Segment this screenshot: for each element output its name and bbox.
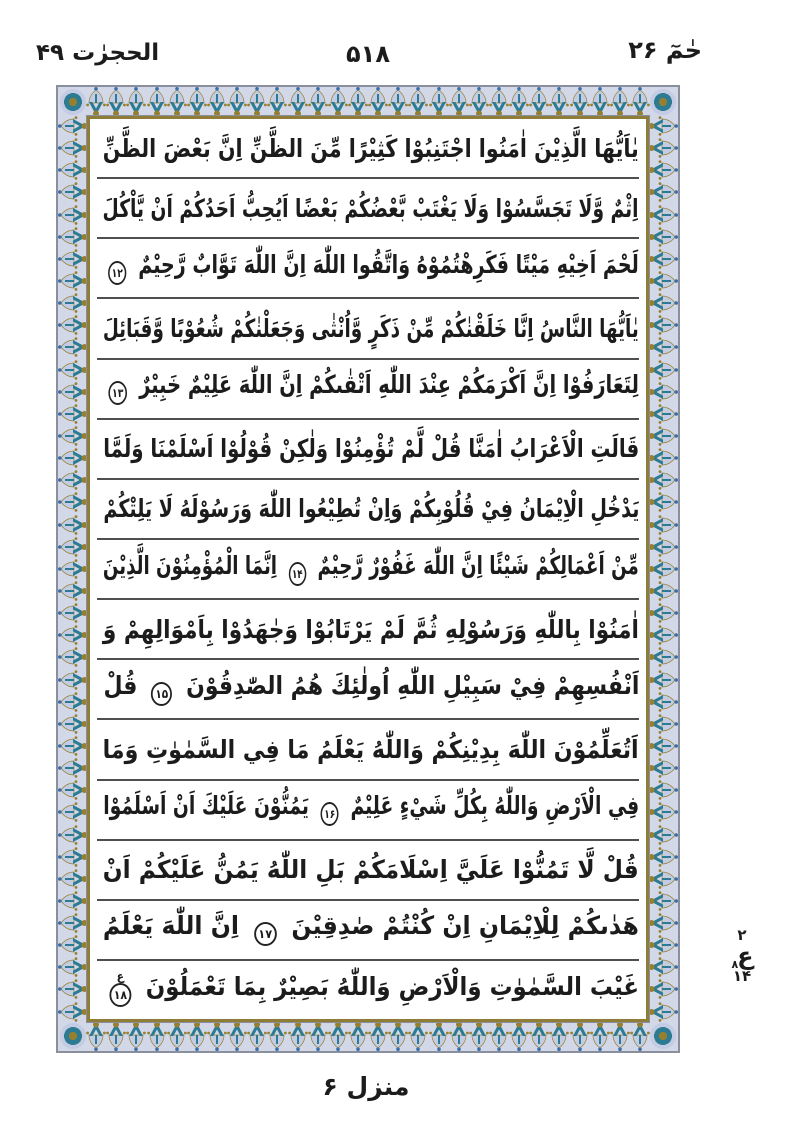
border-motif-cell	[58, 491, 88, 513]
border-motif-icon	[648, 537, 678, 557]
ayah-text: يٰاَيُّهَا الَّذِيْنَ اٰمَنُوا اجْتَنِبُوْا كَثِيْرًا مِّنَ الظَّنِّ اِنَّ بَعْضَ الظَّنِّ	[103, 133, 639, 163]
border-motif-cell	[648, 381, 678, 403]
border-motif-icon	[267, 87, 287, 117]
quran-lines	[90, 119, 646, 1019]
verse-end-badge	[108, 381, 127, 405]
border-motif-cell	[648, 336, 678, 358]
border-motif-cell	[58, 204, 88, 226]
border-motif-cell	[58, 115, 88, 137]
verse-number: ۱۳	[112, 386, 124, 401]
border-motif-icon	[648, 448, 678, 468]
border-motif-icon	[106, 1021, 126, 1051]
ruku-margin-marker	[720, 928, 764, 985]
border-motif-icon	[429, 1021, 449, 1051]
ain-ruku-icon: ع۸	[731, 941, 754, 971]
border-motif-icon	[648, 913, 678, 933]
verse-number: ۱۵	[154, 686, 168, 701]
manzil-label: منزل ۶	[322, 1072, 410, 1101]
border-motif-icon	[429, 87, 449, 117]
border-motif-icon	[648, 1002, 678, 1022]
border-motif-cell	[648, 292, 678, 314]
border-motif-icon	[58, 537, 88, 557]
border-motif-icon	[58, 293, 88, 313]
border-motif-icon	[328, 87, 348, 117]
border-motif-icon	[648, 935, 678, 955]
border-motif-icon	[58, 603, 88, 623]
border-motif-icon	[449, 87, 469, 117]
border-motif-icon	[469, 87, 489, 117]
ayah-text: غَيْبَ السَّمٰوٰتِ وَالْاَرْضِ وَاللّٰهُ بَصِيْرٌ بِمَا تَعْمَلُوْنَ ۱۸ ع	[103, 974, 639, 1007]
border-motif-icon	[368, 1021, 388, 1051]
border-motif-cell	[648, 248, 678, 270]
border-motif-cell	[58, 359, 88, 381]
corner-rosette-icon	[648, 87, 678, 117]
border-motif-cell	[648, 359, 678, 381]
quran-line	[97, 901, 639, 961]
border-motif-icon	[58, 382, 88, 402]
border-motif-cell	[648, 956, 678, 978]
border-motif-cell	[58, 425, 88, 447]
border-motif-cell	[648, 801, 678, 823]
border-motif-icon	[648, 559, 678, 579]
border-motif-icon	[549, 1021, 569, 1051]
border-motif-icon	[58, 957, 88, 977]
border-motif-icon	[187, 87, 207, 117]
border-motif-cell	[648, 447, 678, 469]
border-motif-icon	[58, 581, 88, 601]
border-motif-icon	[648, 492, 678, 512]
border-motif-cell	[648, 270, 678, 292]
juz-title: حٰمٓ ۲۶	[628, 36, 702, 64]
border-motif-icon	[648, 891, 678, 911]
border-motif-cell	[58, 846, 88, 868]
border-motif-icon	[509, 1021, 529, 1051]
border-motif-cell	[58, 934, 88, 956]
border-motif-icon	[86, 87, 106, 117]
corner-rosette-icon	[58, 87, 88, 117]
border-motif-icon	[147, 1021, 167, 1051]
border-motif-cell	[58, 558, 88, 580]
border-motif-icon	[648, 758, 678, 778]
border-motif-cell	[58, 801, 88, 823]
border-motif-icon	[288, 1021, 308, 1051]
border-motif-icon	[648, 205, 678, 225]
border-motif-cell	[58, 447, 88, 469]
border-motif-icon	[570, 1021, 590, 1051]
border-motif-cell	[648, 779, 678, 801]
ayah-text: مِّنْ اَعْمَالِكُمْ شَيْئًا اِنَّ اللّٰهَ غَفُوْرٌ رَّحِيْمٌ ۱۴ اِنَّمَا الْمُؤْمِنُوْنَ الَّذِيْنَ	[103, 553, 639, 586]
quran-line	[97, 540, 639, 600]
border-motif-cell	[58, 181, 88, 203]
border-band-left	[58, 115, 88, 1023]
verse-end-badge	[289, 562, 307, 586]
border-motif-icon	[408, 1021, 428, 1051]
border-motif-cell	[58, 270, 88, 292]
border-band-right	[648, 115, 678, 1023]
corner-rosette-icon	[648, 1021, 678, 1051]
border-motif-cell	[58, 713, 88, 735]
border-motif-icon	[58, 1002, 88, 1022]
border-motif-cell	[58, 336, 88, 358]
border-motif-cell	[648, 978, 678, 1000]
border-motif-icon	[648, 581, 678, 601]
border-motif-cell	[58, 735, 88, 757]
border-motif-icon	[58, 470, 88, 490]
border-motif-icon	[648, 736, 678, 756]
border-motif-icon	[570, 87, 590, 117]
border-motif-cell	[58, 248, 88, 270]
border-motif-icon	[58, 404, 88, 424]
border-motif-icon	[648, 337, 678, 357]
border-motif-icon	[368, 87, 388, 117]
ruku-in-juz: ۱۴	[732, 966, 752, 985]
page-number: ۵۱۸	[346, 40, 390, 68]
border-motif-cell	[58, 669, 88, 691]
border-motif-cell	[58, 602, 88, 624]
verse-number: ۱۷	[258, 927, 273, 942]
border-motif-cell	[648, 890, 678, 912]
border-motif-icon	[58, 271, 88, 291]
border-motif-icon	[58, 448, 88, 468]
border-motif-icon	[207, 1021, 227, 1051]
verse-end-badge	[109, 968, 131, 1007]
border-motif-icon	[58, 825, 88, 845]
border-motif-icon	[267, 1021, 287, 1051]
border-motif-icon	[388, 1021, 408, 1051]
border-motif-icon	[167, 1021, 187, 1051]
border-motif-cell	[648, 536, 678, 558]
border-motif-icon	[549, 87, 569, 117]
border-motif-icon	[58, 160, 88, 180]
ayah-text: اٰمَنُوْا بِاللّٰهِ وَرَسُوْلِهِ ثُمَّ لَمْ يَرْتَابُوْا وَجٰهَدُوْا بِاَمْوَالِهِمْ وَ	[103, 614, 639, 644]
border-band-bottom	[86, 1021, 650, 1051]
ruku-in-surah: ۲	[737, 926, 747, 944]
border-motif-cell	[648, 314, 678, 336]
border-motif-icon	[648, 315, 678, 335]
border-motif-cell	[648, 646, 678, 668]
border-motif-cell	[648, 580, 678, 602]
border-motif-icon	[126, 1021, 146, 1051]
border-motif-icon	[648, 647, 678, 667]
border-motif-icon	[288, 87, 308, 117]
border-motif-cell	[648, 846, 678, 868]
border-motif-icon	[58, 360, 88, 380]
border-motif-cell	[58, 536, 88, 558]
border-motif-cell	[648, 713, 678, 735]
border-motif-cell	[58, 381, 88, 403]
border-motif-cell	[648, 204, 678, 226]
ayah-text: اَنْفُسِهِمْ فِيْ سَبِيْلِ اللّٰهِ اُولٰئِكَ هُمُ الصّٰدِقُوْنَ ۱۵ قُلْ	[103, 673, 639, 706]
border-motif-cell	[648, 934, 678, 956]
border-motif-cell	[58, 514, 88, 536]
border-motif-cell	[58, 978, 88, 1000]
border-motif-cell	[58, 159, 88, 181]
verse-number: ۱۴	[292, 566, 303, 581]
border-motif-icon	[648, 957, 678, 977]
ayah-text: هَدٰىكُمْ لِلْاِيْمَانِ اِنْ كُنْتُمْ صٰدِقِيْنَ ۱۷ اِنَّ اللّٰهَ يَعْلَمُ	[103, 913, 639, 946]
border-motif-icon	[408, 87, 428, 117]
ayah-text: فِي الْاَرْضِ وَاللّٰهُ بِكُلِّ شَيْءٍ عَلِيْمٌ ۱۶ يَمُنُّوْنَ عَلَيْكَ اَنْ اَسْلَمُوْا	[103, 793, 639, 826]
border-motif-cell	[648, 137, 678, 159]
border-motif-icon	[648, 271, 678, 291]
border-motif-icon	[648, 470, 678, 490]
border-motif-cell	[58, 824, 88, 846]
border-motif-icon	[469, 1021, 489, 1051]
quran-line	[97, 480, 639, 540]
border-motif-icon	[308, 1021, 328, 1051]
border-motif-icon	[308, 87, 328, 117]
border-motif-cell	[648, 691, 678, 713]
border-motif-icon	[58, 182, 88, 202]
border-motif-cell	[648, 735, 678, 757]
border-motif-icon	[648, 138, 678, 158]
border-motif-cell	[648, 115, 678, 137]
border-motif-icon	[58, 515, 88, 535]
border-motif-icon	[58, 227, 88, 247]
border-motif-icon	[509, 87, 529, 117]
border-motif-icon	[58, 625, 88, 645]
border-motif-cell	[58, 956, 88, 978]
quran-line	[97, 299, 639, 359]
border-motif-icon	[348, 87, 368, 117]
border-motif-cell	[58, 314, 88, 336]
border-motif-icon	[648, 603, 678, 623]
ayah-text: يٰاَيُّهَا النَّاسُ اِنَّا خَلَقْنٰكُمْ مِّنْ ذَكَرٍ وَّاُنْثٰى وَجَعَلْنٰكُمْ شُعُوْبًا وَّقَبَائِلَ	[103, 313, 639, 343]
corner-rosette-icon	[58, 1021, 88, 1051]
border-motif-cell	[648, 425, 678, 447]
border-motif-icon	[648, 116, 678, 136]
border-motif-icon	[58, 979, 88, 999]
border-motif-icon	[648, 714, 678, 734]
border-motif-icon	[648, 979, 678, 999]
border-motif-icon	[58, 935, 88, 955]
border-motif-icon	[58, 559, 88, 579]
border-motif-cell	[648, 1001, 678, 1023]
border-motif-icon	[648, 869, 678, 889]
border-motif-cell	[58, 1001, 88, 1023]
ruku-end-mark: ع	[116, 968, 125, 983]
border-motif-cell	[648, 159, 678, 181]
border-motif-icon	[648, 692, 678, 712]
border-motif-icon	[58, 891, 88, 911]
border-motif-icon	[58, 337, 88, 357]
border-motif-cell	[58, 646, 88, 668]
border-motif-icon	[529, 1021, 549, 1051]
ayah-text: يَدْخُلِ الْاِيْمَانُ فِيْ قُلُوْبِكُمْ وَاِنْ تُطِيْعُوا اللّٰهَ وَرَسُوْلَهُ لَا يَلِتْكُمْ	[103, 494, 639, 524]
border-motif-icon	[58, 736, 88, 756]
border-motif-cell	[648, 514, 678, 536]
border-motif-icon	[449, 1021, 469, 1051]
border-motif-icon	[58, 869, 88, 889]
ayah-text: قُلْ لَّا تَمُنُّوْا عَلَيَّ اِسْلَامَكُمْ بَلِ اللّٰهُ يَمُنُّ عَلَيْكُمْ اَنْ	[103, 855, 639, 885]
border-motif-icon	[648, 825, 678, 845]
border-motif-icon	[58, 647, 88, 667]
border-motif-cell	[58, 691, 88, 713]
quran-line	[97, 841, 639, 901]
border-motif-icon	[58, 692, 88, 712]
ruku-ayat-count: ۸	[731, 957, 739, 971]
border-motif-icon	[58, 426, 88, 446]
border-motif-icon	[147, 87, 167, 117]
quran-line	[97, 660, 639, 720]
border-motif-cell	[58, 890, 88, 912]
border-motif-icon	[648, 426, 678, 446]
border-motif-icon	[58, 913, 88, 933]
border-motif-icon	[58, 670, 88, 690]
ayah-text: لَحْمَ اَخِيْهِ مَيْتًا فَكَرِهْتُمُوْهُ وَاتَّقُوا اللّٰهَ اِنَّ اللّٰهَ تَوَّابٌ رَّحِيْمٌ ۱۲	[103, 252, 639, 285]
border-motif-icon	[328, 1021, 348, 1051]
verse-end-badge	[254, 922, 277, 946]
border-motif-cell	[58, 469, 88, 491]
border-motif-icon	[648, 515, 678, 535]
border-motif-icon	[489, 87, 509, 117]
border-motif-icon	[630, 87, 650, 117]
border-motif-cell	[648, 757, 678, 779]
border-motif-icon	[58, 205, 88, 225]
verse-end-badge	[108, 261, 126, 285]
border-motif-cell	[648, 491, 678, 513]
border-motif-cell	[648, 624, 678, 646]
border-motif-cell	[58, 292, 88, 314]
quran-line	[97, 179, 639, 239]
border-motif-cell	[58, 779, 88, 801]
border-motif-icon	[58, 138, 88, 158]
border-motif-cell	[648, 868, 678, 890]
border-motif-icon	[126, 87, 146, 117]
border-motif-icon	[348, 1021, 368, 1051]
border-motif-icon	[489, 1021, 509, 1051]
border-motif-icon	[247, 87, 267, 117]
border-motif-icon	[187, 1021, 207, 1051]
border-motif-icon	[227, 87, 247, 117]
border-motif-icon	[648, 670, 678, 690]
border-motif-cell	[58, 226, 88, 248]
ayah-text: لِتَعَارَفُوْا اِنَّ اَكْرَمَكُمْ عِنْدَ اللّٰهِ اَتْقٰىكُمْ اِنَّ اللّٰهَ عَلِيْمٌ خَبِيْرٌ ۱۳	[103, 372, 639, 405]
verse-number: ۱۲	[111, 265, 124, 280]
border-motif-icon	[590, 87, 610, 117]
quran-line	[97, 781, 639, 841]
border-motif-icon	[529, 87, 549, 117]
ayah-text: اَتُعَلِّمُوْنَ اللّٰهَ بِدِيْنِكُمْ وَاللّٰهُ يَعْلَمُ مَا فِي السَّمٰوٰتِ وَمَا	[103, 734, 639, 764]
border-motif-icon	[648, 802, 678, 822]
surah-title: الحجرٰت ۴۹	[36, 40, 160, 66]
border-motif-icon	[167, 87, 187, 117]
border-motif-icon	[58, 847, 88, 867]
border-motif-cell	[58, 757, 88, 779]
ayah-text: اِثْمٌ وَّلَا تَجَسَّسُوْا وَلَا يَغْتَبْ بَّعْضُكُمْ بَعْضًا اَيُحِبُّ اَحَدُكُمْ اَنْ يَّاْكُلَ	[103, 193, 639, 223]
border-motif-cell	[58, 403, 88, 425]
border-motif-icon	[590, 1021, 610, 1051]
quran-line	[97, 961, 639, 1019]
quran-line	[97, 119, 639, 179]
border-motif-cell	[648, 669, 678, 691]
border-motif-icon	[648, 404, 678, 424]
border-motif-icon	[227, 1021, 247, 1051]
border-motif-cell	[58, 912, 88, 934]
border-motif-cell	[58, 624, 88, 646]
border-motif-cell	[648, 469, 678, 491]
border-motif-icon	[648, 182, 678, 202]
border-motif-icon	[648, 160, 678, 180]
border-motif-icon	[58, 315, 88, 335]
quran-line	[97, 360, 639, 420]
verse-number: ۱۸	[113, 987, 128, 1002]
border-motif-icon	[648, 227, 678, 247]
text-page	[87, 116, 649, 1022]
border-motif-cell	[648, 558, 678, 580]
border-motif-icon	[86, 1021, 106, 1051]
border-motif-cell	[58, 580, 88, 602]
border-motif-icon	[648, 625, 678, 645]
border-motif-icon	[207, 87, 227, 117]
border-band-top	[86, 87, 650, 117]
border-motif-icon	[648, 780, 678, 800]
border-motif-cell	[58, 137, 88, 159]
border-motif-icon	[648, 382, 678, 402]
border-motif-cell	[58, 868, 88, 890]
border-motif-cell	[648, 226, 678, 248]
verse-end-badge	[321, 802, 339, 826]
border-motif-cell	[648, 602, 678, 624]
border-motif-icon	[648, 249, 678, 269]
border-motif-cell	[648, 181, 678, 203]
quran-line	[97, 420, 639, 480]
border-motif-icon	[610, 1021, 630, 1051]
border-motif-icon	[610, 87, 630, 117]
border-motif-icon	[58, 802, 88, 822]
border-motif-cell	[648, 824, 678, 846]
border-motif-cell	[648, 403, 678, 425]
border-motif-icon	[247, 1021, 267, 1051]
border-motif-icon	[58, 714, 88, 734]
border-motif-icon	[648, 360, 678, 380]
ornamental-frame	[56, 85, 680, 1053]
quran-line	[97, 720, 639, 780]
border-motif-icon	[648, 847, 678, 867]
ayah-text: قَالَتِ الْاَعْرَابُ اٰمَنَّا قُلْ لَّمْ تُؤْمِنُوْا وَلٰكِنْ قُوْلُوْا اَسْلَمْنَا وَلَمَّا	[103, 434, 639, 464]
border-motif-cell	[648, 912, 678, 934]
border-motif-icon	[106, 87, 126, 117]
quran-line	[97, 239, 639, 299]
quran-line	[97, 600, 639, 660]
border-motif-icon	[648, 293, 678, 313]
border-motif-icon	[58, 116, 88, 136]
verse-end-badge	[151, 682, 172, 706]
border-motif-icon	[630, 1021, 650, 1051]
border-motif-icon	[58, 758, 88, 778]
border-motif-icon	[388, 87, 408, 117]
verse-number: ۱۶	[324, 807, 336, 822]
page-header	[0, 34, 798, 78]
border-motif-icon	[58, 780, 88, 800]
border-motif-icon	[58, 249, 88, 269]
border-motif-icon	[58, 492, 88, 512]
